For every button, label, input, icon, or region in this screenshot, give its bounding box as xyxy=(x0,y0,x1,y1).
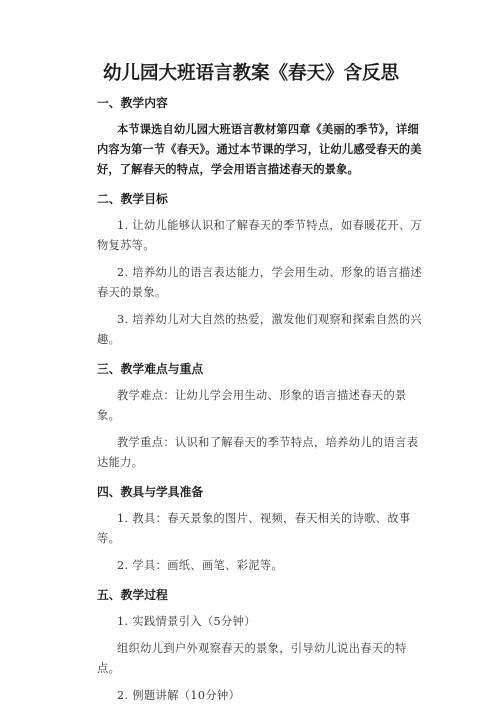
section-heading: 二、教学目标 xyxy=(97,192,168,206)
section-paragraph: 1. 教具：春天景象的图片、视频，春天相关的诗歌、故事等。 xyxy=(97,512,411,545)
section-paragraph: 1. 让幼儿能够认识和了解春天的季节特点，如春暖花开、万物复苏等。 xyxy=(97,219,423,252)
section-paragraph: 2. 例题讲解（10分钟） xyxy=(117,689,241,702)
section-teaching-goals xyxy=(97,189,427,350)
section-teaching-aids xyxy=(97,482,427,576)
section-paragraph: 教学难点：让幼儿学会用生动、形象的语言描述春天的景象。 xyxy=(97,389,407,422)
section-difficulties-and-focus xyxy=(97,359,427,473)
section-paragraph: 组织幼儿到户外观察春天的景象，引导幼儿说出春天的特点。 xyxy=(97,642,407,675)
section-heading: 一、教学内容 xyxy=(97,96,168,110)
section-paragraph: 2. 学具：画纸、画笔、彩泥等。 xyxy=(117,559,284,572)
section-teaching-content xyxy=(97,93,427,180)
section-heading: 三、教学难点与重点 xyxy=(97,362,204,376)
section-heading: 五、教学过程 xyxy=(97,588,168,602)
section-heading: 四、教具与学具准备 xyxy=(97,485,204,499)
document-title: 幼儿园大班语言教案《春天》含反思 xyxy=(102,63,399,84)
section-paragraph: 本节课选自幼儿园大班语言教材第四章《美丽的季节》，详细内容为第一节《春天》。通过本节课的学习，让幼儿感受春天的美好，了解春天的特点，学会用语言描述春天的景象。 xyxy=(97,123,422,176)
section-paragraph: 3. 培养幼儿对大自然的热爱，激发他们观察和探索自然的兴趣。 xyxy=(97,313,423,346)
section-teaching-process xyxy=(97,585,427,706)
section-paragraph: 1. 实践情景引入（5分钟） xyxy=(117,615,256,628)
document-body xyxy=(97,93,427,706)
section-paragraph: 教学重点：认识和了解春天的季节特点，培养幼儿的语言表达能力。 xyxy=(97,436,419,469)
section-paragraph: 2. 培养幼儿的语言表达能力，学会用生动、形象的语言描述春天的景象。 xyxy=(97,266,423,299)
